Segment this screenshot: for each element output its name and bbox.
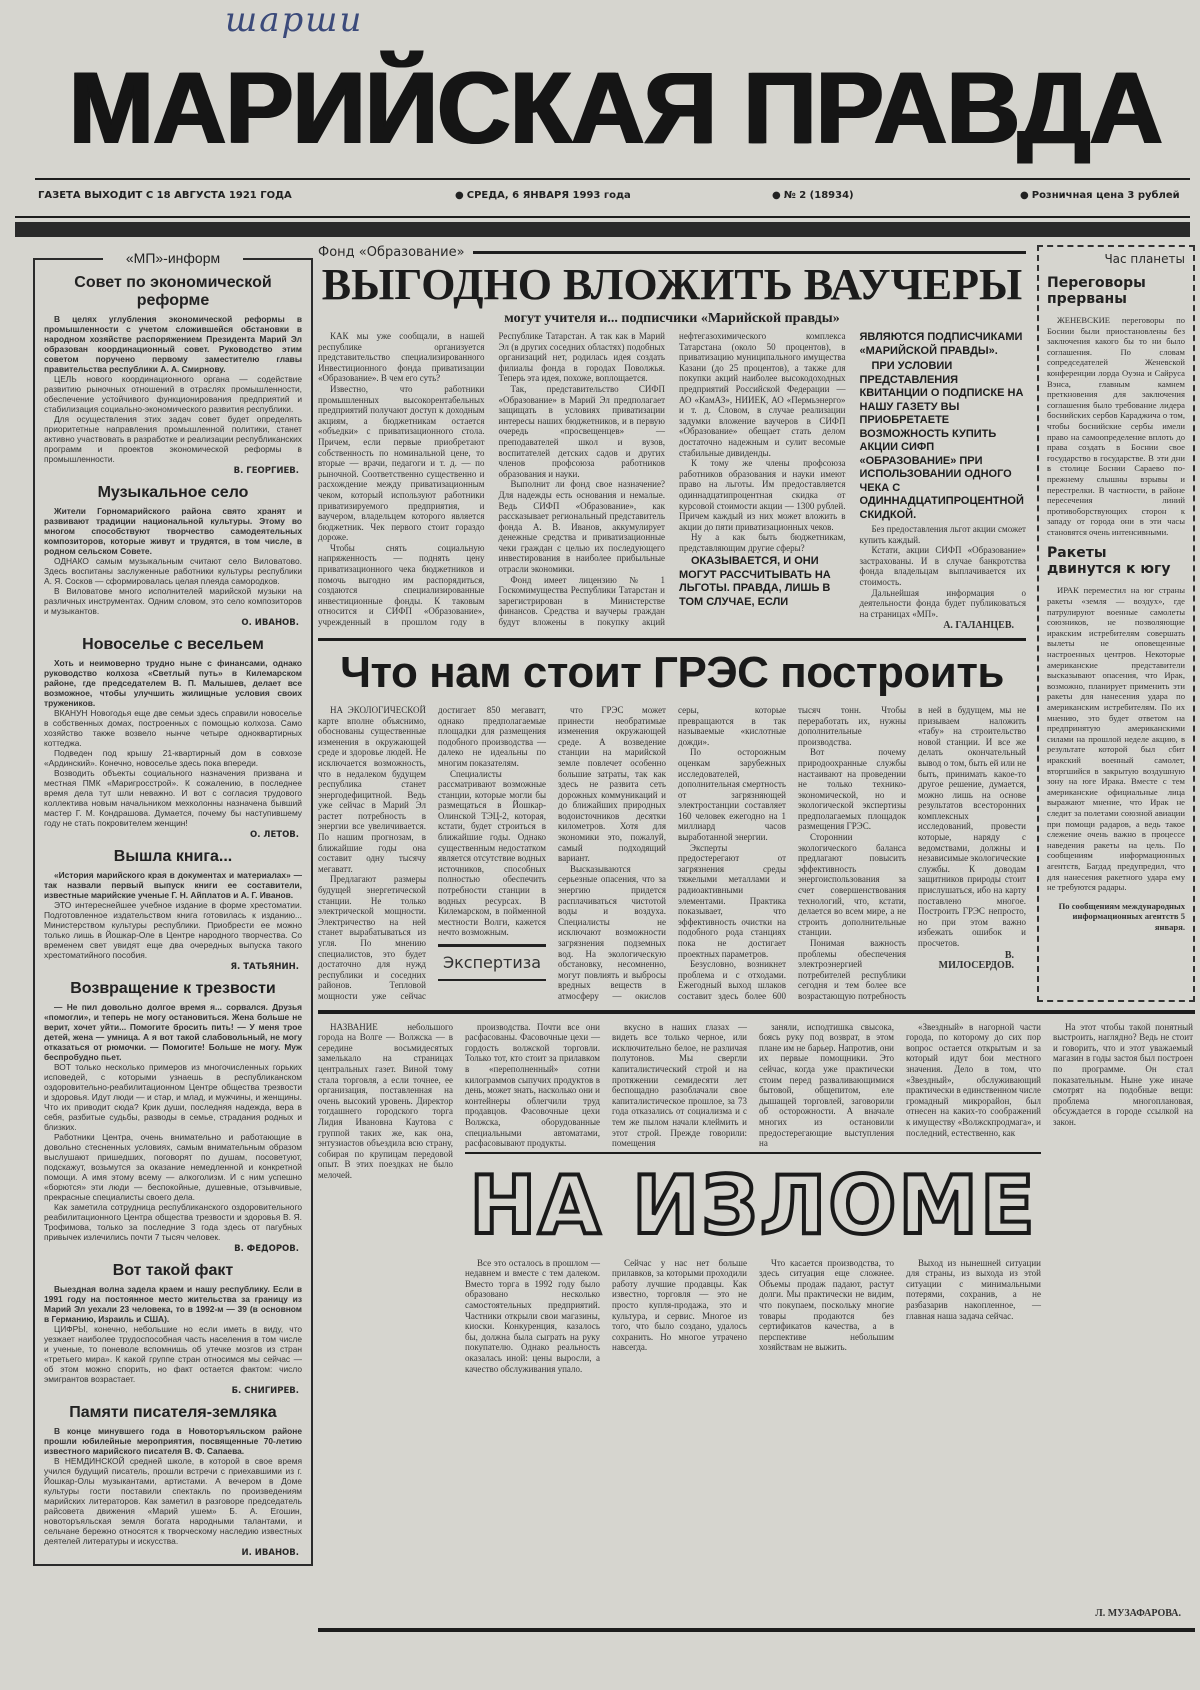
paragraph: Выполнит ли фонд свое назначение? Для надежды есть основания и немалые. Ведь СИФП «Образование», как рассказывает региональный представитель фонда А. В. Иванов, аккумулирует денежные средства и приватизационные чеки граждан с целью их последующего инвестирования в наиболее прибыльные отрасли экономики. xyxy=(498,479,665,575)
paragraph: Высказываются серьезные опасения, что за энергию придется расплачиваться чистотой воды и воздуха. Специалисты не исключают возможности загрязнения подземных вод. На экологическую обстановку, несомненно, могут повлиять и выбросы вредных веществ в атмосферу — окислов серы, которые превращаются в так называемые «кислотные дожди». xyxy=(558,704,786,1001)
expertise-box: Экспертиза xyxy=(438,944,546,981)
author: О. ЛЕТОВ. xyxy=(249,830,299,840)
handwritten-note: шарши xyxy=(225,0,364,40)
paragraph: Специалисты рассматривают возможные станции, которые могли бы размещаться в Йошкар-Олинской ТЭЦ-2, которая, кстати, будет строиться в ближайшие годы. Однако существенным недостатком является отсутствие водных источников, способных полностью обеспечить потребности станции в водных ресурсах. В Килемарском, в пойменной местности Волги, кажется нечто возможным. xyxy=(438,768,546,938)
paragraph: Возводить объекты социального назначения призвана и местная ПМК «Маригросстрой». К сожалению, в последнее время дела тут шли неважно. И вот с согласия трудового коллектива новым начальником мехколонны назначена бывший мастер Г. М. Кондрашова. Думается, почему бы наступившему году не стать покровителем женщин! xyxy=(44,768,302,828)
article-body xyxy=(1047,315,1185,537)
author: В. ФЕДОРОВ. xyxy=(234,1244,299,1254)
paragraph: Известно, что работники промышленных высокорентабельных предприятий получают доступ к доходным акциям, а бюджетникам остается «объедки» с приватизационного стола. Причем, если первые приобретают собственность по номинальной цене, то вторые — врачи, педагоги и т. д. — по рыночной. Соответственно существенно и расхождение между приватизационным чеком, который используют работники приватизируемого предприятия, и ваучером, владельцем которого является бюджетник. Чек первого стоит гораздо дороже. xyxy=(318,383,485,543)
paragraph: ЦИФРЫ, конечно, небольшие но если иметь в виду, что уезжает наиболее трудоспособная часть населения в том числе и ученые, то поневоле вспомнишь об утечке мозгов из стран «третьего мира». К какой группе стран относимся мы сейчас — об этом можно спорить, но факт остается фактом: число эмигрантов возрастает. xyxy=(44,1324,302,1384)
world-news-column xyxy=(1037,245,1195,1002)
rubric: Фонд «Образование» xyxy=(318,245,465,260)
headline: ВЫГОДНО ВЛОЖИТЬ ВАУЧЕРЫ xyxy=(321,260,1023,309)
article-title: Музыкальное село xyxy=(97,484,249,501)
paragraph: В НЕМДИНСКОЙ средней школе, в которой в свое время учился будущий писатель, прошли встречи с приехавшими из г. Йошкар-Олы музыкантами, артистами. А вечером в Доме культуры гости поставили спектакль по произведениям марийских литераторов. Как заметил в разговоре председатель райсовета движения «Марий ушем» Б. А. Егошин, новоторъяльская земля богата народными талантами, и сельчане бережно относятся к творческому наследию известных деятелей литературы и искусства. xyxy=(44,1456,302,1546)
highlight-paragraph: ОКАЗЫВАЕТСЯ, И ОНИ МОГУТ РАССЧИТЫВАТЬ НА ЛЬГОТЫ. ПРАВДА, ЛИШЬ В ТОМ СЛУЧАЕ, ЕСЛИ ЯВЛЯЮТСЯ ПОДПИСЧИКАМИ «МАРИЙСКОЙ ПРАВДЫ». xyxy=(679,331,1023,608)
paragraph: производства. Почти все они расфасованы. Фасовочные цехи — гордость волжской торговли. Только тот, кто стоит за прилавком в «переполненный» сотни килограммов сыпучих продуктов в день, может знать, насколько они и контейнеры облегчили труд продавцов. Фасовочные цехи Волжска, оборудованные специальными автоматами, расфасовывают продукты. xyxy=(465,1021,600,1149)
lead-paragraph: — Не пил довольно долгое время я... сорвался. Друзья «помогли», и теперь не могу остановиться. Жена больше не верит, хочет уйти... Помогите бросить пить! — У меня трое детей, жена — умница. А я вот такой слабовольный, не могу отказаться от рюмочки. — Помогите! Больше не могу. Муж беспробудно пьет. xyxy=(44,1002,302,1062)
article-body xyxy=(44,658,302,828)
paragraph: Все это осталось в прошлом — недавнем и вместе с тем далеком. Вместо торга в 1992 году было образовано несколько самостоятельных предприятий. Частники открыли свои магазины, киоски. Конкуренция, казалось бы, должна была сыграть на руку покупателю. Однако реальность оказалась иной: цены выросли, а качество обслуживания упало. xyxy=(465,1257,600,1374)
paragraph: К тому же члены профсоюза работников образования и науки имеют право на льготы. Им предоставляется одиннадцатипроцентная скидка от курсовой стоимости акции — 1300 рублей. Причем каждый из них может вложить в акции до пяти приватизационных чеков. xyxy=(679,458,846,532)
article-title: Возвращение к трезвости xyxy=(70,980,276,997)
paragraph: Подведен под крышу 21-квартирный дом в совхозе «Ардинский». Конечно, новоселье здесь пока впереди. xyxy=(44,748,302,768)
paragraph: В Виловатове много исполнителей марийской музыки на различных инструментах. Одним словом, это село композиторов и музыкантов. xyxy=(44,586,302,616)
paragraph: КАК мы уже сообщали, в нашей республике организуется представительство специализированного Инвестиционного фонда приватизации «Образование». В чем его суть? xyxy=(318,331,485,384)
paragraph: что ГРЭС может принести необратимые изменения окружающей среде. А возведение станции на марийской земле повлечет особенно большие затраты, так как здесь не развита сеть дорожных коммуникаций и до ближайших природных водоисточников десятки километров. Хотя для экономики это, пожалуй, самый подходящий вариант. xyxy=(558,704,666,864)
author: О. ИВАНОВ. xyxy=(241,618,299,628)
article-body xyxy=(44,1426,302,1546)
paragraph: Эксперты предостерегают от загрязнения среды тяжелыми металлами и радиоактивными элементами. Практика показывает, что эффективность очистки на подобного рода станциях пока не достигает проектных параметров. xyxy=(678,842,786,959)
paragraph: ИРАК переместил на юг страны ракеты «земля — воздух», где патрулируют военные самолеты союзников, не позволяющие иракским истребителям совершать вылеты не оповещенные настроенных центров. Некоторые американские представители высказывают опасения, что Ирак, возможно, планирует применить эти ракеты для нанесения удара по американским истребителям. По их мнению, это будет ответом на предпринятую американскими силами на прошлой неделе акцию, в результате которой был сбит иракский военный самолет, вторгшийся в закрытую воздушную зону на юге Ирака. Вместе с тем американские официальные лица выражают мнение, что Ирак не следит за полетами союзной авиации при помощи радаров, а ведь такое слежение очень важно в процессе наведения ракеты на цель. По сообщениям информационных агентств, Багдад предупредил, что для нанесения ракетного удара ему не требуются радары. xyxy=(1047,585,1185,893)
thick-divider xyxy=(15,222,1190,237)
lead-paragraph: Выездная волна задела краем и нашу республику. Если в 1991 году на постоянное место жительства за границу из Марий Эл уехали 23 человека, то в 1992-м — 39 (в основном в Германию, Израиль и США). xyxy=(44,1284,302,1324)
paragraph: Безусловно, возникнет проблема и с отходами. Ежегодный выход шлаков составит здесь более 600 тысяч тонн. Чтобы переработать их, нужны дополнительные производства. xyxy=(678,704,906,1001)
mp-inform-column xyxy=(33,250,313,1566)
rubric: «МП»-информ xyxy=(103,250,243,266)
paragraph: «Звездный» в нагорной части города, по которому до сих пор вопрос остается открытым и за который идут бои местного значения. Дело в том, что «Звездный», обслуживающий практически в единственном числе громадный микрорайон, был отнесен на каких-то соображений к имуществу «Волжскпродмага», и последний, естественно, как xyxy=(906,1021,1041,1138)
author: Б. СНИГИРЕВ. xyxy=(231,1386,299,1396)
article-body xyxy=(44,1284,302,1384)
author: В. ГЕОРГИЕВ. xyxy=(233,466,299,476)
article-body xyxy=(318,705,1026,1002)
paragraph: По осторожным оценкам зарубежных исследователей, дополнительная смертность от загрязняющей электростанции составляет 160 человек ежегодно на 1 миллиард часов выработанной энергии. xyxy=(678,747,786,843)
article-title: Вот такой факт xyxy=(112,1262,234,1279)
paragraph: Как заметила сотрудница республиканского оздоровительного реабилитационного Центра общества трезвости и здоровья В. Я. Трофимова, только за последние 3 года здесь от пагубных привычек излечились почти 7 тысяч человек. xyxy=(44,1202,302,1242)
article-title: Новоселье с весельем xyxy=(82,636,264,653)
paragraph: Без предоставления льгот акции сможет купить каждый. xyxy=(859,524,1026,545)
paragraph: Дальнейшая информация о деятельности фонда будет публиковаться на страницах «МП». xyxy=(859,587,1026,619)
paragraph: ВОТ только несколько примеров из многочисленных горьких исповедей, с которыми узнаешь в республиканском оздоровительно-реабилитационном Центре общества трезвости и здоровья. Идут люди — и стар, и млад, и мужчины, и женщины. Что их приводит сюда? Крик души, последняя надежда, вера в себя, разбитые судьбы, разводы в семье, страдания родных и близких. xyxy=(44,1062,302,1132)
paragraph: Чтобы снять социальную напряженность — поднять цену приватизационного чека бюджетников и помочь выгодно им распорядиться, создаются специализированные инвестиционные фонды. К таковым относится и СИФП «Образование», учрежденный в прошлом году в Республике Татарстан. А так как в Марий Эл (в других соседних областях) подобных организаций нет, родилась идея создать филиалы фонда в городах Поволжья. Теперь эта идея, похоже, воплощается. xyxy=(318,331,665,628)
paragraph: ВКАНУН Новогодья еще две семьи здесь справили новоселье в собственных домах, построенных с помощью колхоза. Само хозяйство также возвело нынче четыре одноквартирных коттеджа. xyxy=(44,708,302,748)
author: Л. МУЗАФАРОВА. xyxy=(1095,1607,1181,1619)
divider xyxy=(318,1010,1195,1014)
paragraph: Работники Центра, очень внимательно и работающие в довольно стесненных условиях, самым внимательным образом выслушают пришедших, поговорят по душам, посоветуют, подскажут, возьмутся за оказание немедленной и конкретной помощи. А имя этому всему — алкоголизм. И с ним успешно «борются» эти люди — беспокойные, душевные, отзывчивые, прекрасные специалисты своего дела. xyxy=(44,1132,302,1202)
paragraph: Для осуществления этих задач совет будет определять приоритетные направления промышленной политики, станет активно участвовать в разработке и реализации республиканских программ и проектов экономической реформы в промышленности. xyxy=(44,414,302,464)
paragraph: ЖЕНЕВСКИЕ переговоры по Боснии были приостановлены без заключения какого бы то ни было соглашения. По словам сопредседателей Женевской конференции лорда Оуэна и Сайруса Вэнса, главным камнем преткновения для заключения соглашения было требование лидера боснийских сербов Караджича о том, чтобы боснийские сербы имели право на самоопределение вплоть до права создать в Боснии свое государство в государстве. В эти дни в столице Боснии Сараево по-прежнему слышны взрывы и перестрелки. В частности, в районе пересечения линий противоборствующих сторон к западу от города они в эти часы становятся очень интенсивными. xyxy=(1047,315,1185,537)
founded-line: ГАЗЕТА ВЫХОДИТ С 18 АВГУСТА 1921 ГОДА xyxy=(38,190,292,201)
paragraph: НАЗВАНИЕ небольшого города на Волге — Волжска — в середине восьмидесятых замелькало на страницах центральных газет. Виной тому стала торговля, а если точнее, ее организация, поставленная на очень высокий уровень. Директор тогдашнего городского торга Лидия Ивановна Каутова с группой таких же, как она, энтузиастов объездила всю страну, собирая по крупицам передовой опыт. В этих поездках не было мелочей. xyxy=(318,1021,453,1180)
main-area xyxy=(318,245,1195,1638)
divider xyxy=(15,216,1190,218)
newspaper-masthead: МАРИЙСКАЯ ПРАВДА xyxy=(68,51,1162,165)
paragraph: Понимая важность проблемы обеспечения электроэнергией потребителей республики сегодня и тем более все возрастающую потребность в ней в будущем, мы не призываем наложить «табу» на строительство новой станции. И все же делать окончательный вывод о том, быть ей или не быть, принимать какое-то другое решение, думается, можно лишь на основе результатов всесторонних комплексных исследований, провести которые, наряду с ведомствами, должны и независимые экологические службы. К доводам защитников природы стоит прислушаться, ибо на карту поставлено многое. Построить ГРЭС непросто, но при этом важно избежать ошибок и просчетов. xyxy=(798,704,1026,1001)
rubric: Час планеты xyxy=(1104,252,1185,266)
source-note: По сообщениям международных информационных агентств 5 января. xyxy=(1058,900,1185,932)
lead-paragraph: В конце минувшего года в Новоторъяльском районе прошли юбилейные мероприятия, посвященные 70-летию известного марийского писателя В. Ф. Сапаева. xyxy=(44,1426,302,1456)
article-title: Переговоры прерваны xyxy=(1047,275,1146,307)
price: ● Розничная цена 3 рублей xyxy=(1020,190,1180,201)
paragraph: ОДНАКО самым музыкальным считают село Виловатово. Здесь воспитаны заслуженные работники культуры республики А. Я. Сосков — сформировалась целая плеяда самородков. xyxy=(44,556,302,586)
paragraph: На этот чтобы такой понятный выстроить, наглядно? Ведь не стоит и говорить, что и этот уважаемый магазин в годы застоя был построен по программе. Он стал показательным. Ныне уже иначе смотрят на подобные вещи: проблема многоплановая, обсуждается в городе ссылкой на закон. xyxy=(1053,1021,1193,1127)
paragraph: заняли, исподтишка свысока, боясь руку под возврат, в этом плане им не барьер. Напротив, они их первые помощники. Это сейчас, когда уже практически стоим перед разваливающимися бытовой, общепитом, еле дышащей торговлей, заговорили об осторожности. А вначале многих из остановили предостерегающие выступления на xyxy=(759,1021,894,1149)
author: В. МИЛОСЕРДОВ. xyxy=(938,949,1014,972)
divider xyxy=(318,638,1026,641)
break-article xyxy=(318,1022,1195,1622)
article-title: Совет по экономической реформе xyxy=(74,274,272,309)
article-body xyxy=(318,331,1026,632)
lead-paragraph: Жители Горномарийского района свято хранят и развивают традиции национальной культуры. Этому во многом способствуют творчество самодеятельных композиторов, которые живут и трудятся, в том числе, в родном сельском Совете. xyxy=(44,506,302,556)
paragraph: Ну а как быть бюджетникам, представляющим другие сферы? xyxy=(679,532,846,553)
paragraph: ЭТО интереснейшее учебное издание в форме хрестоматии. Подготовленное издательством книга готовилась к изданию... Министерством культуры республики. Приобрести ее можно только лишь в Йошкар-Оле в Центре народного творчества. Со временем свет увидят еще два очередных выпуска такого хрестоматийного пособия. xyxy=(44,900,302,960)
paragraph: Выход из нынешней ситуации для страны, из выхода из этой ситуации с минимальными потерями, сохранив, а не разбазарив накопленное, — главная наша задача сейчас. xyxy=(906,1257,1041,1321)
paragraph: Предлагают размеры будущей энергетической станции. Не только электрической мощности. Электричество на ней станет вырабатываться из угля. По мнению специалистов, это будет достаточно для нужд республики и соседних районов. Тепловой мощности уже сейчас достигает 850 мегаватт, однако предполагаемые площадки для размещения подобного производства — далеко не идеальны по многим показателям. xyxy=(318,704,546,1001)
paragraph: ЦЕЛЬ нового координационного органа — содействие развитию рыночных отношений в отраслях промышленности, обеспечение устойчивого функционирования предприятий и стабилизация социально-экономического развития республики. xyxy=(44,374,302,414)
article-body xyxy=(44,870,302,960)
article-body xyxy=(44,506,302,616)
issue-number: ● № 2 (18934) xyxy=(772,190,854,201)
issue-date: ● СРЕДА, 6 ЯНВАРЯ 1993 года xyxy=(455,190,631,201)
lead-paragraph: В целях углубления экономической реформы в промышленности с учетом сложившейся обстановки в народном хозяйстве распоряжением Президента Марий Эл образован координационный совет. Руководство этим советом поручено первому заместителю главы правительства республики А. А. Смирнову. xyxy=(44,314,302,374)
author: А. ГАЛАНЦЕВ. xyxy=(943,620,1014,632)
paragraph: Сейчас у нас нет больше прилавков, за которыми проходили работу лучшие продавцы. Как известно, торговля — это не просто купля-продажа, это и культура, и сервис. Многое из того, что было создано, удалось сохранить. Но многое утрачено навсегда. xyxy=(612,1257,747,1353)
paragraph: Что касается производства, то здесь ситуация еще сложнее. Объемы продаж падают, растут долги. Мы практически не видим, что покупаем, поскольку многие товары продаются без сертификатов качества, а в перспективе небольшим хозяйствам не выжить. xyxy=(759,1257,894,1353)
article-title: Памяти писателя-земляка xyxy=(69,1404,277,1421)
article-body xyxy=(44,314,302,464)
lead-paragraph: Хоть и неимоверно трудно ныне с финансами, однако руководство колхоза «Светлый путь» в Килемарском районе, где председателем В. П. Малышев, делает все возможное, чтобы улучшить жилищные условия своих тружеников. xyxy=(44,658,302,708)
article-title: Вышла книга... xyxy=(113,848,233,865)
paragraph: НА ЭКОЛОГИЧЕСКОЙ карте вполне объяснимо, обоснованы существенные изменения в окружающей среде и здоровье людей. Не исключается возможность, что в недалеком будущем республика станет энергодефицитной. Ведь уже сейчас в Марий Эл растет потребность в энергии все увеличивается. По нашим прогнозам, в ближайшие годы она составит одну тысячу мегаватт. xyxy=(318,704,426,874)
paragraph: Кстати, акции СИФП «Образование» застрахованы. И в случае банкротства фонда владельцам выплачивается их стоимость. xyxy=(859,545,1026,587)
headline: Что нам стоит ГРЭС построить xyxy=(340,647,1004,697)
author: И. ИВАНОВ. xyxy=(241,1548,299,1558)
paragraph: вкусно в наших глазах — видеть все только черное, или исключительно белое, не различая полутонов. Мы свергли капиталистический строй и на протяжении семидесяти лет беспощадно разоблачали свое капиталистическое прошлое, за 73 года отказались от социализма и с тем же пылом начали клеймить и этот строй. Прежде говорили: помещения xyxy=(612,1021,747,1149)
divider xyxy=(318,1628,1195,1632)
paragraph: Стороннии экологического баланса предлагают повысить эффективность энергоиспользования за счет совершенствования технологий, что, кстати, делается во всем мире, а не строить дополнительные станции. xyxy=(798,832,906,938)
highlight-paragraph: ПРИ УСЛОВИИ ПРЕДСТАВЛЕНИЯ КВИТАНЦИИ О ПОДПИСКЕ НА НАШУ ГАЗЕТУ ВЫ ПРИОБРЕТАЕТЕ ВОЗМОЖНОСТЬ КУПИТЬ АКЦИИ СИФП «ОБРАЗОВАНИЕ» ПРИ ИСПОЛЬЗОВАНИИ ОДНОГО ЧЕКА С ОДИННАДЦАТИПРОЦЕНТНОЙ СКИДКОЙ. xyxy=(859,360,1024,521)
article-title: Ракеты двинутся к югу xyxy=(1047,545,1171,578)
divider xyxy=(35,178,1190,180)
paragraph: Фонд имеет лицензию № 1 Госкомимущества Республики Татарстан и зарегистрирован в Министерстве финансов. Средства и ваучеры граждан будут вложены в покупку акций нефтегазохимического комплекса Татарстана (около 50 процентов), в приватизацию муниципального имущества Казани (до 25 процентов), а также для покупки акций наиболее высокодоходных предприятий Российской Федерации — АО «КамАЗ», НИИЕК, АО «Пермьэнерго» и т. д. Словом, в случае реализации задумки вложение ваучеров в СИФП «Образование» обещает стать делом достаточно надежным и сулит весомые стабильные дивиденды. xyxy=(498,331,846,628)
paragraph: Так, представительство СИФП «Образование» в Марий Эл предполагает защищать в условиях приватизации интересы наших бюджетников, и в первую очередь «просвещенцев» — преподавателей школ и вузов, воспитателей детских садов и других членов профсоюза работников образования и науки. xyxy=(498,383,665,479)
subheadline: могут учителя и... подписчики «Марийской правды» xyxy=(504,311,840,326)
divider xyxy=(473,251,1026,254)
lead-paragraph: «История марийского края в документах и материалах» — так назвали первый выпуск книги ее составители, известные марийские ученые Г. Н. Айплатов и А. Г. Иванов. xyxy=(44,870,302,900)
article-body xyxy=(44,1002,302,1242)
headline: НА ИЗЛОМЕ xyxy=(465,1152,1041,1258)
author: Я. ТАТЬЯНИН. xyxy=(230,962,299,972)
paragraph: Вот почему природоохранные службы настаивают на проведении не только технико-экономической, но и экологической экспертизы предполагаемых площадок размещения ГРЭС. xyxy=(798,747,906,832)
article-body xyxy=(1047,585,1185,892)
